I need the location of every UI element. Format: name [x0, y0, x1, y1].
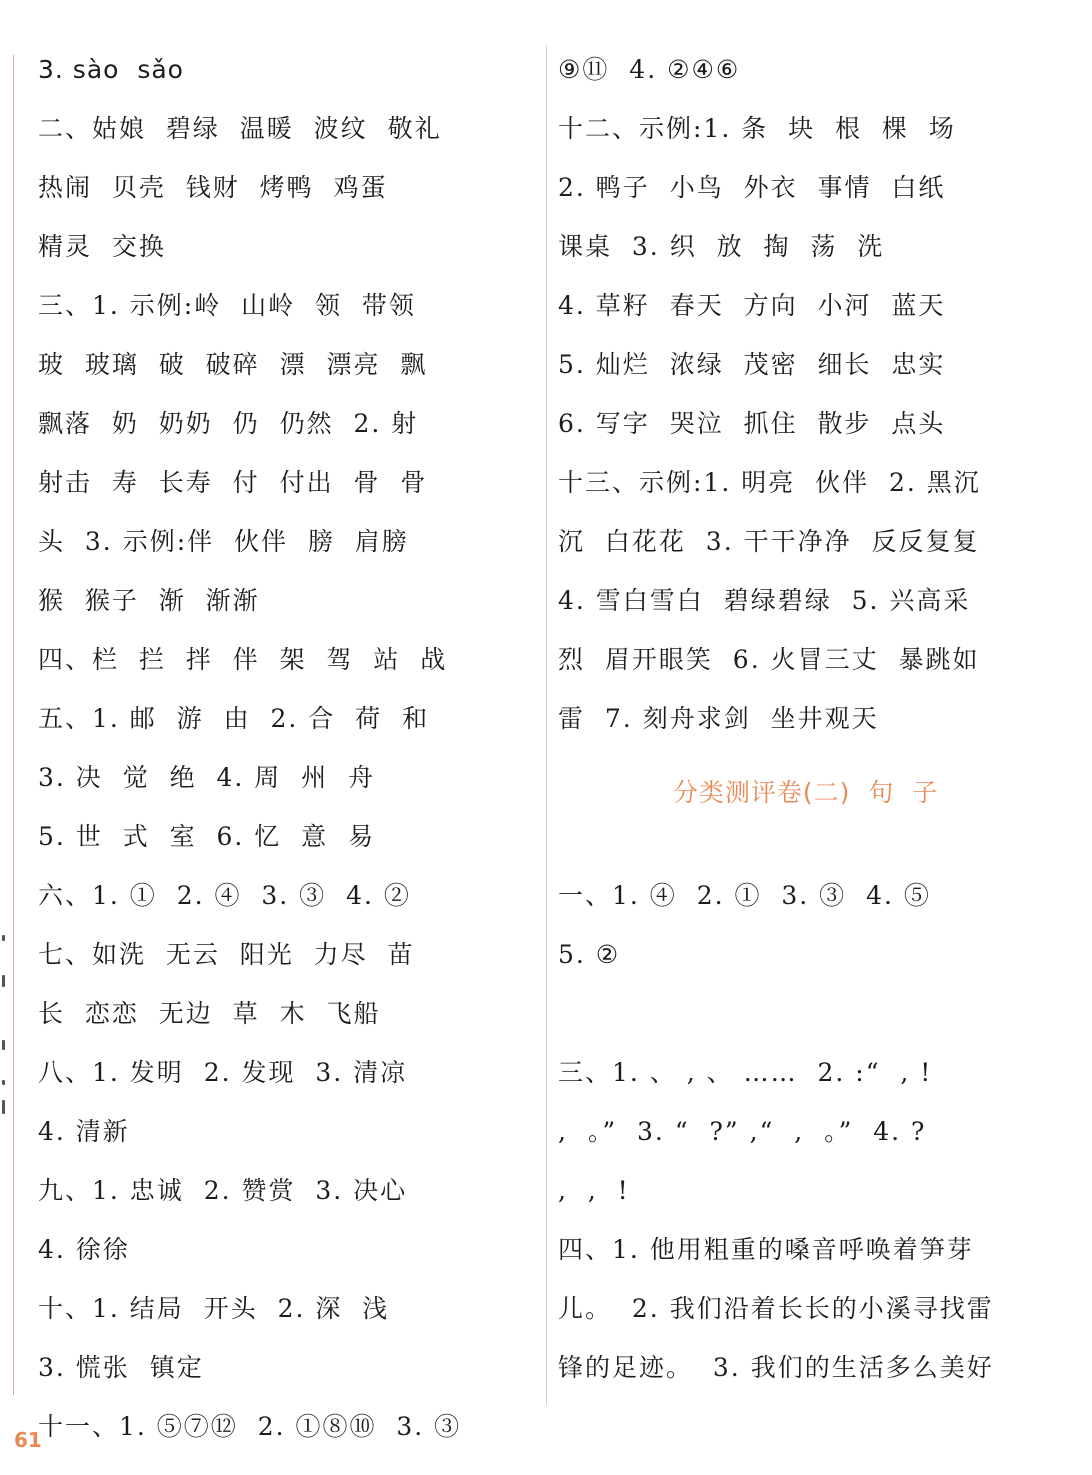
answer-line: 5. 世 式 室 6. 忆 意 易: [38, 822, 376, 851]
answer-line: 八、1. 发明 2. 发现 3. 清凉: [38, 1058, 408, 1087]
answer-line: 烈 眉开眼笑 6. 火冒三丈 暴跳如: [558, 645, 980, 674]
answer-line: 三、1. 、 , 、 …… 2. :“ , !: [558, 1058, 933, 1087]
answer-line: 6. 写字 哭泣 抓住 散步 点头: [558, 409, 946, 438]
section-spacer: [558, 828, 1053, 866]
answer-line: 射击 寿 长寿 付 付出 骨 骨: [38, 468, 428, 497]
answer-line: 儿。 2. 我们沿着长长的小溪寻找雷: [558, 1294, 994, 1323]
answer-line: 猴 猴子 渐 渐渐: [38, 586, 260, 615]
matching-answer-line: [558, 984, 1053, 1043]
answer-line: 沉 白花花 3. 干干净净 反反复复: [558, 527, 980, 556]
binding-mark: [2, 1080, 5, 1085]
answer-line: ⑨⑪ 4. ②④⑥: [558, 55, 741, 84]
answer-line: 3. 慌张 镇定: [38, 1353, 204, 1382]
answer-line: 四、栏 拦 拌 伴 架 驾 站 战: [38, 645, 448, 674]
answer-line: , , !: [558, 1176, 630, 1205]
answer-line: 5. ②: [558, 940, 621, 969]
answer-line: , 。” 3. “ ?” ,“ , 。” 4. ?: [558, 1117, 927, 1146]
binding-mark: [2, 935, 5, 941]
answer-line: 锋的足迹。 3. 我们的生活多么美好: [558, 1353, 994, 1382]
right-answer-column: [558, 40, 1053, 1397]
answer-line: 六、1. ① 2. ④ 3. ③ 4. ②: [38, 881, 411, 910]
answer-line: 4. 徐徐: [38, 1235, 130, 1264]
answer-line: 十二、示例:1. 条 块 根 棵 场: [558, 114, 956, 143]
answer-line: 三、1. 示例:岭 山岭 领 带领: [38, 291, 416, 320]
answer-line: 四、1. 他用粗重的嗓音呼唤着笋芽: [558, 1235, 974, 1264]
answer-line: 九、1. 忠诚 2. 赞赏 3. 决心: [38, 1176, 408, 1205]
answer-line: 二、姑娘 碧绿 温暖 波纹 敬礼: [38, 114, 442, 143]
answer-line: 5. 灿烂 浓绿 茂密 细长 忠实: [558, 350, 946, 379]
margin-rule: [13, 55, 14, 1395]
answer-line: 2. 鸭子 小鸟 外衣 事情 白纸: [558, 173, 946, 202]
answer-line: 十三、示例:1. 明亮 伙伴 2. 黑沉: [558, 468, 981, 497]
section-title: 分类测评卷(二) 句 子: [672, 778, 939, 807]
answer-line: 雷 7. 刻舟求剑 坐井观天: [558, 704, 879, 733]
answer-line: 头 3. 示例:伴 伙伴 膀 肩膀: [38, 527, 409, 556]
answer-line: 3. 决 觉 绝 4. 周 州 舟: [38, 763, 376, 792]
page-number: 61: [14, 1428, 42, 1452]
answer-line: 精灵 交换: [38, 232, 166, 261]
answer-line: 玻 玻璃 破 破碎 漂 漂亮 飘: [38, 350, 428, 379]
answer-line: 五、1. 邮 游 由 2. 合 荷 和: [38, 704, 430, 733]
answer-line: 飘落 奶 奶奶 仍 仍然 2. 射: [38, 409, 419, 438]
answer-line: 3. sào sǎo: [38, 55, 184, 84]
answer-line: 十、1. 结局 开头 2. 深 浅: [38, 1294, 390, 1323]
binding-mark: [2, 1040, 5, 1050]
answer-line: 4. 清新: [38, 1117, 130, 1146]
column-divider: [546, 45, 547, 1405]
answer-line: 七、如洗 无云 阳光 力尽 苗: [38, 940, 415, 969]
answer-line: 课桌 3. 织 放 掏 荡 洗: [558, 232, 885, 261]
left-answer-column: [38, 40, 528, 1456]
answer-line: 热闹 贝壳 钱财 烤鸭 鸡蛋: [38, 173, 388, 202]
answer-line: 一、1. ④ 2. ① 3. ③ 4. ⑤: [558, 881, 931, 910]
answer-line: 十一、1. ⑤⑦⑫ 2. ①⑧⑩ 3. ③: [38, 1412, 462, 1441]
binding-mark: [2, 1100, 5, 1114]
binding-mark: [2, 975, 5, 987]
answer-line: 4. 雪白雪白 碧绿碧绿 5. 兴高采: [558, 586, 971, 615]
answer-line: 4. 草籽 春天 方向 小河 蓝天: [558, 291, 946, 320]
answer-line: 长 恋恋 无边 草 木 飞船: [38, 999, 381, 1028]
